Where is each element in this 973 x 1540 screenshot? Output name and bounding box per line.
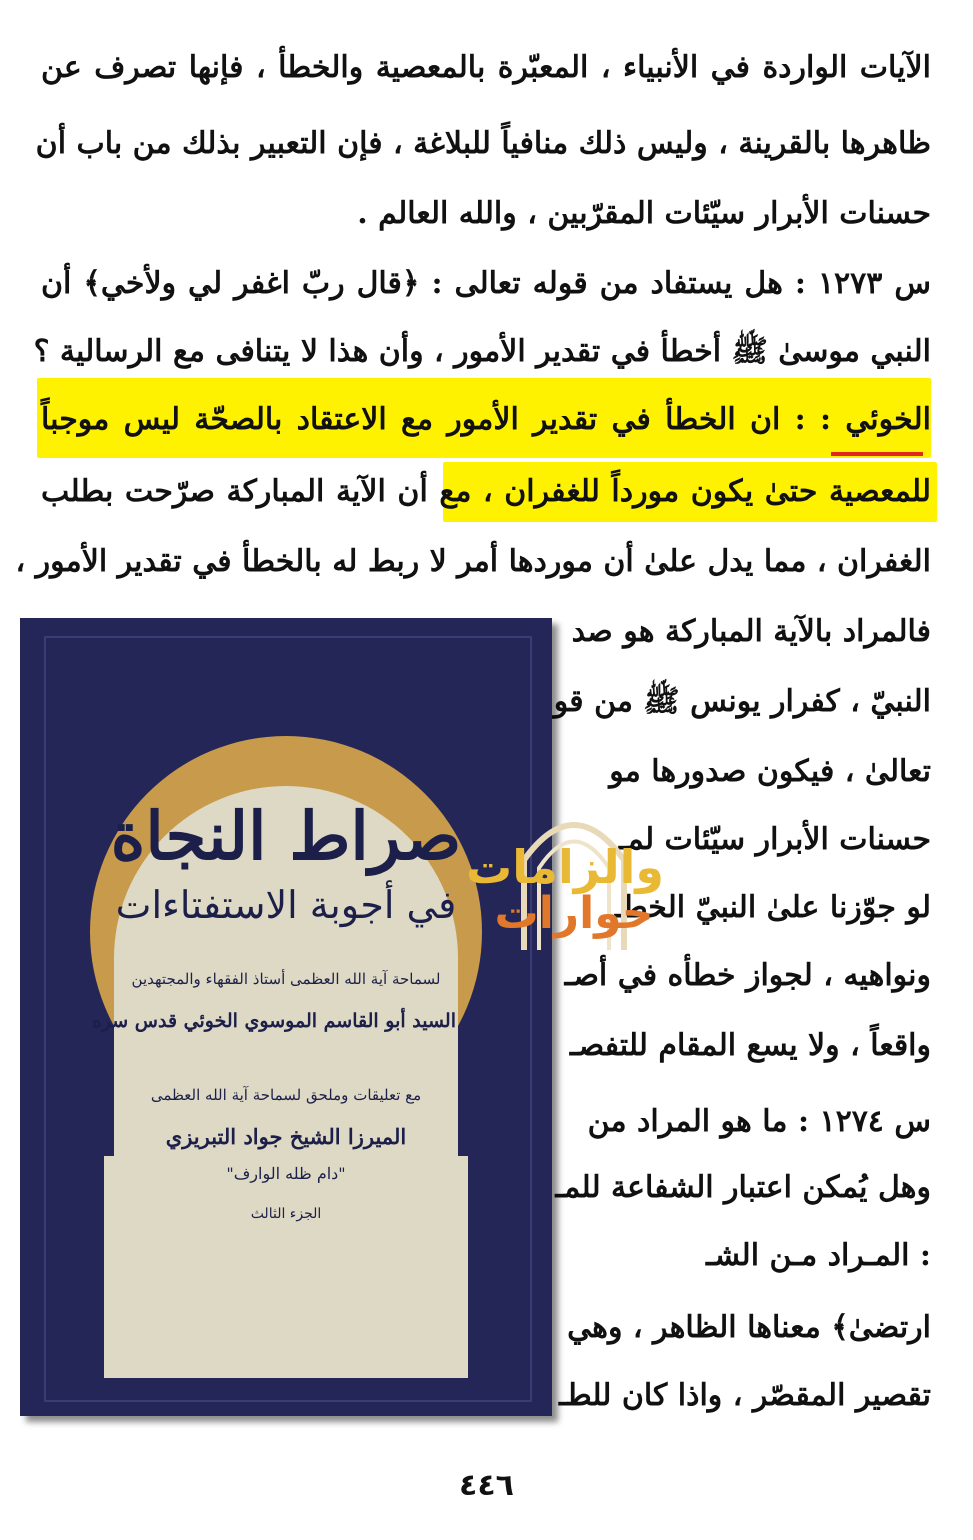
book-cover-image bbox=[20, 618, 552, 1416]
cover-title: صراط النجاة bbox=[110, 797, 462, 875]
text-line-16: س ١٢٧٤ : ما هو المراد من bbox=[587, 1104, 931, 1139]
cover-line-5: "دام ظله الوارف" bbox=[226, 1164, 346, 1183]
watermark-logo bbox=[466, 780, 664, 960]
text-line-7: للمعصية حتىٰ يكون مورداً للغفران ، مع أن الآية المباركة صرّحت بطلب bbox=[41, 474, 931, 509]
text-line-13: لو جوّزنا علىٰ النبيّ الخطـ bbox=[614, 890, 931, 925]
watermark-line-1: والزامات bbox=[466, 840, 664, 894]
text-line-2: ظاهرها بالقرينة ، وليس ذلك منافياً للبلاغة ، فإن التعبير بذلك من باب أن bbox=[35, 126, 931, 161]
cover-volume: الجزء الثالث bbox=[250, 1206, 322, 1222]
page-number: ٤٤٦ bbox=[459, 1468, 514, 1503]
text-line-8: الغفران ، مما يدل علىٰ أن موردها أمر لا ربط له بالخطأ في تقدير الأمور ، bbox=[15, 544, 931, 579]
cover-subtitle: في أجوبة الاستفتاءات bbox=[115, 883, 457, 927]
cover-line-3: مع تعليقات وملحق لسماحة آية الله العظمى bbox=[150, 1086, 422, 1104]
text-line-4: س ١٢٧٣ : هل يستفاد من قوله تعالى : ﴿قال ربّ اغفر لي ولأخي﴾ أن bbox=[41, 266, 931, 301]
text-line-10: النبيّ ، كفرار يونس ﷺ من قو bbox=[553, 684, 931, 719]
text-line-14: ونواهيه ، لجواز خطأه في أصـ bbox=[564, 958, 931, 993]
text-line-11: تعالىٰ ، فيكون صدورها مو bbox=[609, 754, 931, 789]
cover-author: السيد أبو القاسم الموسوي الخوئي قدس سره bbox=[91, 1010, 456, 1032]
watermark-line-2: حوارات bbox=[494, 888, 654, 939]
text-line-18: : المـراد مـن الشـ bbox=[706, 1238, 931, 1273]
text-line-12: حسنات الأبرار سيّئات لمـ bbox=[618, 822, 931, 857]
text-line-9: فالمراد بالآية المباركة هو صد bbox=[571, 614, 931, 649]
text-line-15: واقعاً ، ولا يسع المقام للتفصـ bbox=[569, 1028, 931, 1063]
text-line-17: وهل يُمكن اعتبار الشفاعة للمـ bbox=[555, 1170, 931, 1205]
cover-line-1: لسماحة آية الله العظمى أستاذ الفقهاء والمجتهدين bbox=[131, 970, 441, 988]
text-line-20: تقصير المقصّر ، واذا كان للطـ bbox=[558, 1378, 931, 1413]
cover-lower-panel bbox=[104, 1156, 468, 1378]
text-line-3: حسنات الأبرار سيّئات المقرّبين ، والله العالم . bbox=[357, 196, 931, 231]
name-underline bbox=[831, 452, 923, 456]
cover-commentator: الميرزا الشيخ جواد التبريزي bbox=[165, 1124, 407, 1149]
text-line-19: ارتضىٰ﴾ معناها الظاهر ، وهي bbox=[567, 1310, 931, 1345]
text-line-5: النبي موسىٰ ﷺ أخطأ في تقدير الأمور ، وأن هذا لا يتنافى مع الرسالية ؟ bbox=[33, 334, 931, 369]
text-line-1: الآيات الواردة في الأنبياء ، المعبّرة بالمعصية والخطأ ، فإنها تصرف عن bbox=[41, 50, 931, 85]
text-line-6-answer: الخوئي : : ان الخطأ في تقدير الأمور مع الاعتقاد بالصحّة ليس موجباً bbox=[41, 402, 931, 437]
